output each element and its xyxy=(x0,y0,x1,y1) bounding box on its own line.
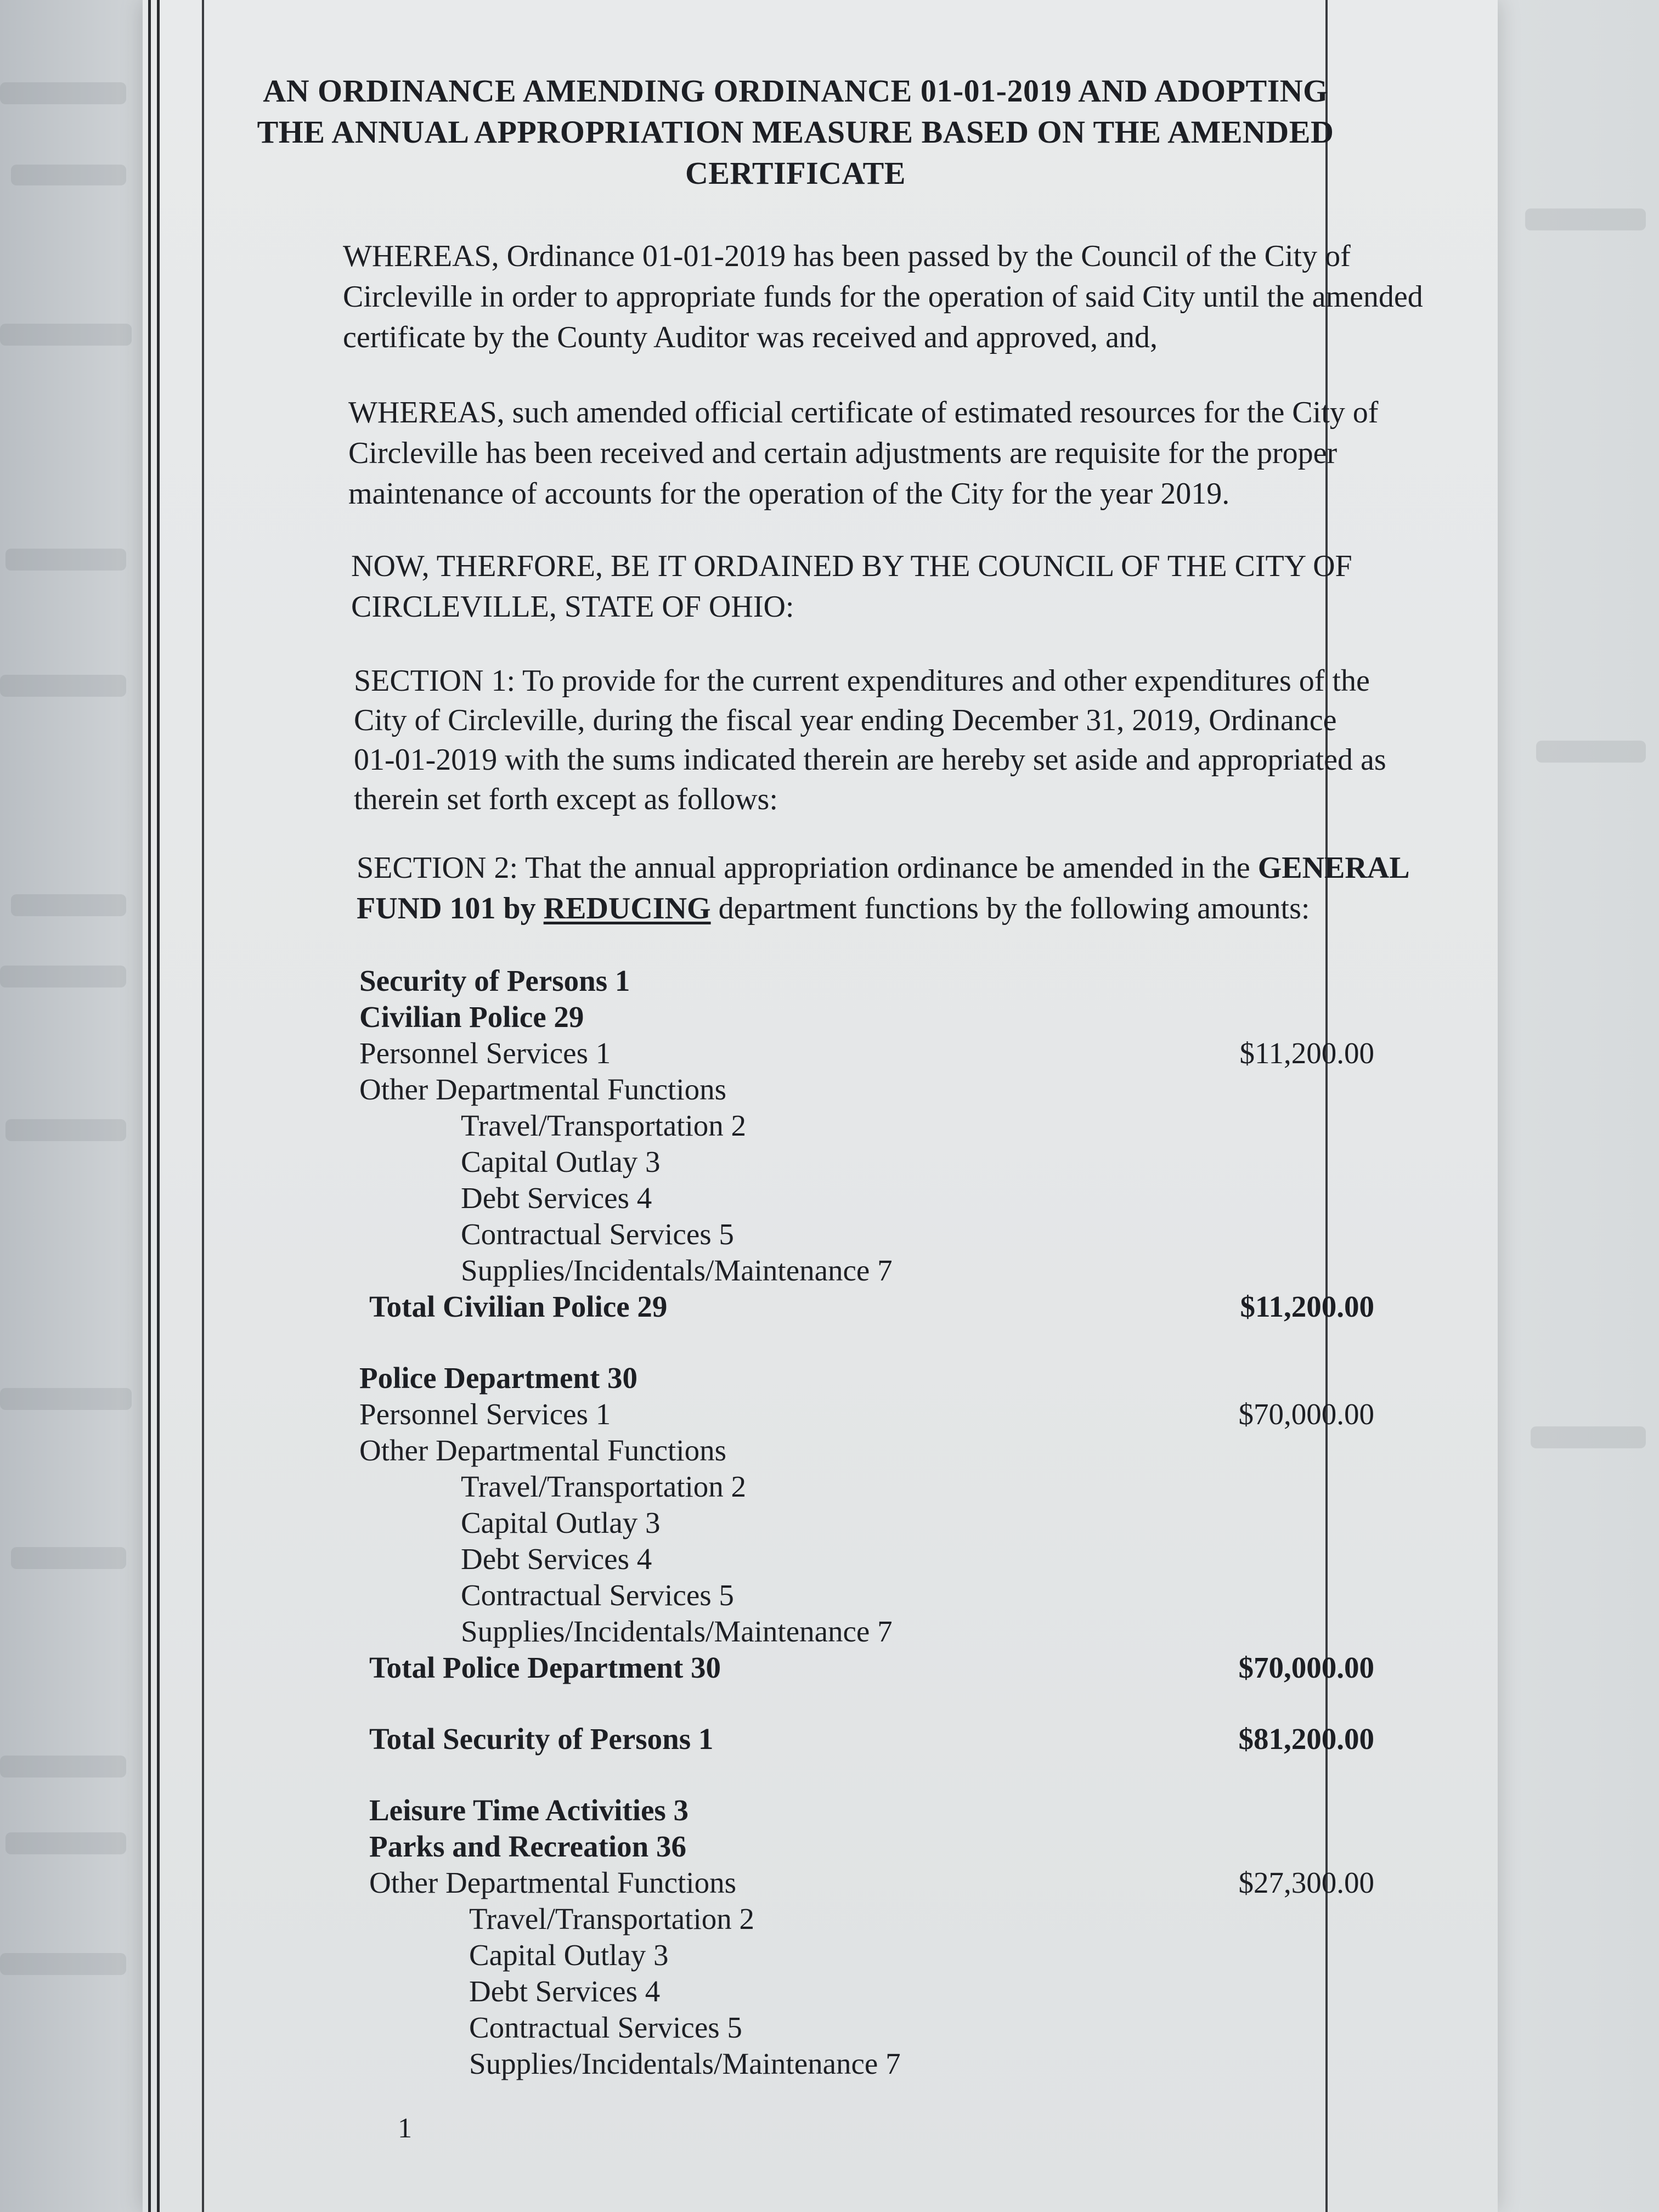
category-heading: Security of Persons 1 xyxy=(359,964,630,997)
whereas-paragraph-2 xyxy=(348,392,1378,514)
category-total: Total Security of Persons 1 $81,200.00 xyxy=(359,1721,1374,1757)
text-line: Circleville has been received and certain adjustments are requisite for the proper xyxy=(348,436,1338,470)
amount: $70,000.00 xyxy=(1238,1397,1374,1431)
department-heading: Parks and Recreation 36 xyxy=(369,1830,686,1863)
security-of-persons-block xyxy=(359,963,1374,2082)
line-item-debt: Debt Services 4 xyxy=(461,1542,652,1576)
section-2-paragraph xyxy=(357,848,1410,929)
title-line-2: THE ANNUAL APPROPRIATION MEASURE BASED ON THE AMENDED xyxy=(257,114,1334,150)
total-amount: $81,200.00 xyxy=(1238,1722,1374,1756)
text-line: SECTION 1: To provide for the current expenditures and other expenditures of the xyxy=(354,664,1370,698)
reducing-emphasis: REDUCING xyxy=(543,891,711,926)
page-number: 1 xyxy=(398,2113,412,2144)
title-line-1: AN ORDINANCE AMENDING ORDINANCE 01-01-2019 AND ADOPTING xyxy=(263,73,1328,109)
line-item-other: Other Departmental Functions xyxy=(359,1434,726,1467)
line-item-capital: Capital Outlay 3 xyxy=(461,1506,661,1539)
text-line: maintenance of accounts for the operation of the City for the year 2019. xyxy=(348,477,1230,511)
department-heading: Civilian Police 29 xyxy=(359,1000,584,1034)
amount: $11,200.00 xyxy=(1239,1036,1374,1070)
section-2-text: SECTION 2: That the annual appropriation ordinance be amended in the xyxy=(357,851,1258,885)
line-item-personnel: Personnel Services 1 $11,200.00 xyxy=(359,1035,1374,1071)
page-border-left-outer xyxy=(148,0,151,2212)
section-1-paragraph xyxy=(354,661,1386,819)
line-item-other: Other Departmental Functions $27,300.00 xyxy=(359,1865,1374,1901)
department-total: Total Police Department 30 $70,000.00 xyxy=(359,1650,1374,1686)
whereas-paragraph-1 xyxy=(343,236,1423,358)
text-line xyxy=(357,888,1410,929)
fund-number-emphasis: FUND 101 by xyxy=(357,891,544,926)
ordained-paragraph xyxy=(351,546,1352,627)
line-item-debt: Debt Services 4 xyxy=(469,1974,661,2008)
line-item-contractual: Contractual Services 5 xyxy=(461,1217,734,1251)
department-heading: Police Department 30 xyxy=(359,1361,638,1395)
line-item-supplies: Supplies/Incidentals/Maintenance 7 xyxy=(461,1615,893,1648)
line-item-supplies: Supplies/Incidentals/Maintenance 7 xyxy=(469,2047,901,2080)
line-item-debt: Debt Services 4 xyxy=(461,1181,652,1215)
document-page xyxy=(143,0,1498,2212)
line-item-travel: Travel/Transportation 2 xyxy=(469,1902,754,1936)
line-item-travel: Travel/Transportation 2 xyxy=(461,1109,746,1142)
category-heading: Leisure Time Activities 3 xyxy=(369,1793,689,1827)
amount: $27,300.00 xyxy=(1238,1866,1374,1899)
text-line: therein set forth except as follows: xyxy=(354,782,778,816)
text-line: CIRCLEVILLE, STATE OF OHIO: xyxy=(351,590,794,624)
line-item-other: Other Departmental Functions xyxy=(359,1073,726,1106)
line-item-contractual: Contractual Services 5 xyxy=(461,1578,734,1612)
total-amount: $70,000.00 xyxy=(1238,1651,1374,1684)
text-line: WHEREAS, Ordinance 01-01-2019 has been passed by the Council of the City of xyxy=(343,239,1351,273)
text-line: certificate by the County Auditor was received and approved, and, xyxy=(343,320,1158,354)
text-line: WHEREAS, such amended official certificate of estimated resources for the City of xyxy=(348,396,1379,430)
line-item-contractual: Contractual Services 5 xyxy=(469,2011,742,2044)
text-line: NOW, THERFORE, BE IT ORDAINED BY THE COUNCIL OF THE CITY OF xyxy=(351,549,1352,583)
ordinance-content xyxy=(198,0,1423,2212)
department-total: Total Civilian Police 29 $11,200.00 xyxy=(359,1289,1374,1325)
title-line-3: CERTIFICATE xyxy=(685,155,906,191)
line-item-supplies: Supplies/Incidentals/Maintenance 7 xyxy=(461,1254,893,1287)
text-line: 01-01-2019 with the sums indicated therein are hereby set aside and appropriated as xyxy=(354,743,1386,777)
text-line: City of Circleville, during the fiscal year ending December 31, 2019, Ordinance xyxy=(354,703,1337,737)
section-2-text: department functions by the following amounts: xyxy=(710,891,1310,926)
general-fund-emphasis: GENERAL xyxy=(1257,851,1410,885)
text-line xyxy=(357,848,1410,888)
line-item-travel: Travel/Transportation 2 xyxy=(461,1470,746,1503)
total-amount: $11,200.00 xyxy=(1240,1290,1374,1323)
ordinance-title xyxy=(198,70,1393,194)
text-line: Circleville in order to appropriate funds for the operation of said City until the amended xyxy=(343,280,1423,314)
line-item-personnel: Personnel Services 1 $70,000.00 xyxy=(359,1396,1374,1432)
line-item-capital: Capital Outlay 3 xyxy=(469,1938,669,1972)
page-border-left-inner xyxy=(157,0,160,2212)
line-item-capital: Capital Outlay 3 xyxy=(461,1145,661,1178)
